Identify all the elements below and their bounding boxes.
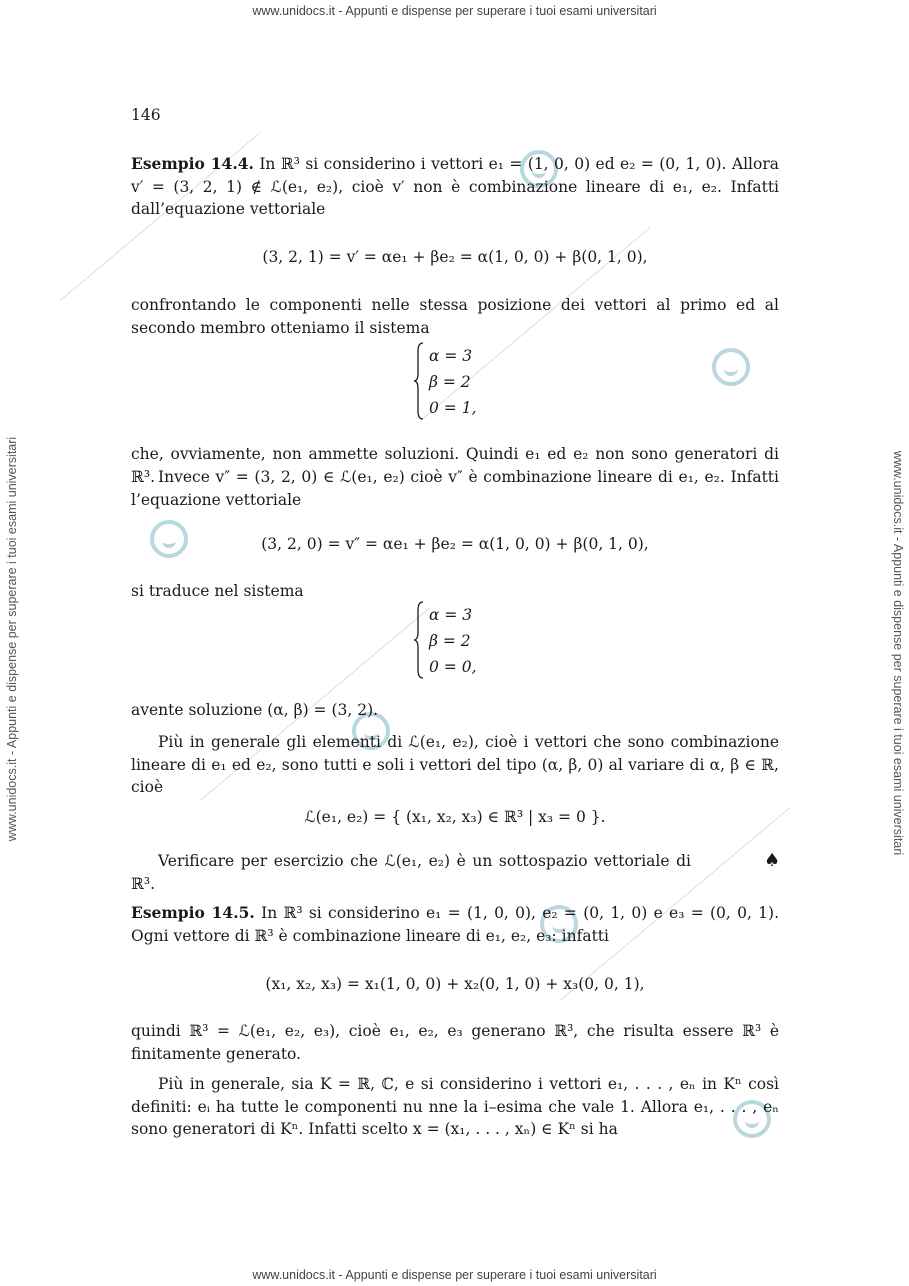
paragraph-soluzione: avente soluzione (α, β) = (3, 2). [131,701,379,719]
paragraph-components: confrontando le componenti nelle stessa posizione dei vettori al primo ed al secondo membro otteniamo il sistema [131,296,779,337]
paragraph-generale-kn: Più in generale, sia K = ℝ, ℂ, e si considerino i vettori e₁, . . . , eₙ in Kⁿ così definiti: eᵢ ha tutte le componenti nu nne la i–esima che vale 1. Allora e₁, . . . , eₙ sono generatori di Kⁿ. Infatti scelto x = (x₁, . . . , xₙ) ∈ Kⁿ si ha [131,1075,779,1138]
paragraph-quindi: quindi ℝ³ = ℒ(e₁, e₂, e₃), cioè e₁, e₂, e₃ generano ℝ³, che risulta essere ℝ³ è finitamente generato. [131,1022,779,1063]
paragraph-no-solutions: che, ovviamente, non ammette soluzioni. Quindi e₁ ed e₂ non sono generatori di ℝ³. [131,445,779,486]
watermark-side-left: www.unidocs.it - Appunti e dispense per superare i tuoi esami universitari [5,436,19,842]
watermark-side-right: www.unidocs.it - Appunti e dispense per superare i tuoi esami universitari [891,450,905,856]
page-number: 146 [131,106,161,124]
system-line: 0 = 0, [429,658,477,676]
system-line: β = 2 [429,373,471,391]
example-14-5-intro [131,902,779,947]
example-label: Esempio 14.4. [131,154,254,173]
example-intro-text: In ℝ³ si considerino e₁ = (1, 0, 0), e₂ = (0, 1, 0) e e₃ = (0, 0, 1). Ogni vettore di ℝ³ è combinazione lineare di e₁, e₂, e₃: infatti [131,904,780,945]
equation-vector-2: (3, 2, 0) = v″ = αe₁ + βe₂ = α(1, 0, 0) + β(0, 1, 0), [261,535,649,553]
spade-end-icon: ♠ [764,850,781,871]
example-label: Esempio 14.5. [131,903,255,922]
left-brace-icon [414,341,424,421]
equation-span: ℒ(e₁, e₂) = { (x₁, x₂, x₃) ∈ ℝ³ | x₃ = 0 }. [304,808,606,826]
unidocs-logo-icon [712,348,750,386]
example-intro-text: In ℝ³ si considerino i vettori e₁ = (1, 0, 0) ed e₂ = (0, 1, 0). Allora v′ = (3, 2, 1) ∉ ℒ(e₁, e₂), cioè v′ non è combinazione lineare di e₁, e₂. Infatti dall’equazione vettoriale [131,155,779,218]
watermark-header: www.unidocs.it - Appunti e dispense per superare i tuoi esami universitari [252,4,657,18]
example-14-4-intro [131,153,779,221]
system-line: α = 3 [429,606,473,624]
system-line: β = 2 [429,632,471,650]
watermark-footer: www.unidocs.it - Appunti e dispense per superare i tuoi esami universitari [252,1268,657,1282]
paragraph-invece: Invece v″ = (3, 2, 0) ∈ ℒ(e₁, e₂) cioè v″ è combinazione lineare di e₁, e₂. Infatti l’equazione vettoriale [131,468,779,509]
system-line: 0 = 1, [429,399,477,417]
left-brace-icon [414,600,424,680]
paragraph-piu-in-generale: Più in generale gli elementi di ℒ(e₁, e₂), cioè i vettori che sono combinazione lineare di e₁ ed e₂, sono tutti e soli i vettori del tipo (α, β, 0) al variare di α, β ∈ ℝ, cioè [131,733,779,796]
paragraph-si-traduce: si traduce nel sistema [131,582,304,600]
equation-vector-1: (3, 2, 1) = v′ = αe₁ + βe₂ = α(1, 0, 0) + β(0, 1, 0), [262,248,648,266]
system-line: α = 3 [429,347,473,365]
equation-linear-combination: (x₁, x₂, x₃) = x₁(1, 0, 0) + x₂(0, 1, 0) + x₃(0, 0, 1), [265,975,645,993]
system-1 [414,343,477,421]
paragraph-verificare: Verificare per esercizio che ℒ(e₁, e₂) è un sottospazio vettoriale di ℝ³. [131,852,691,893]
system-2 [414,602,477,680]
